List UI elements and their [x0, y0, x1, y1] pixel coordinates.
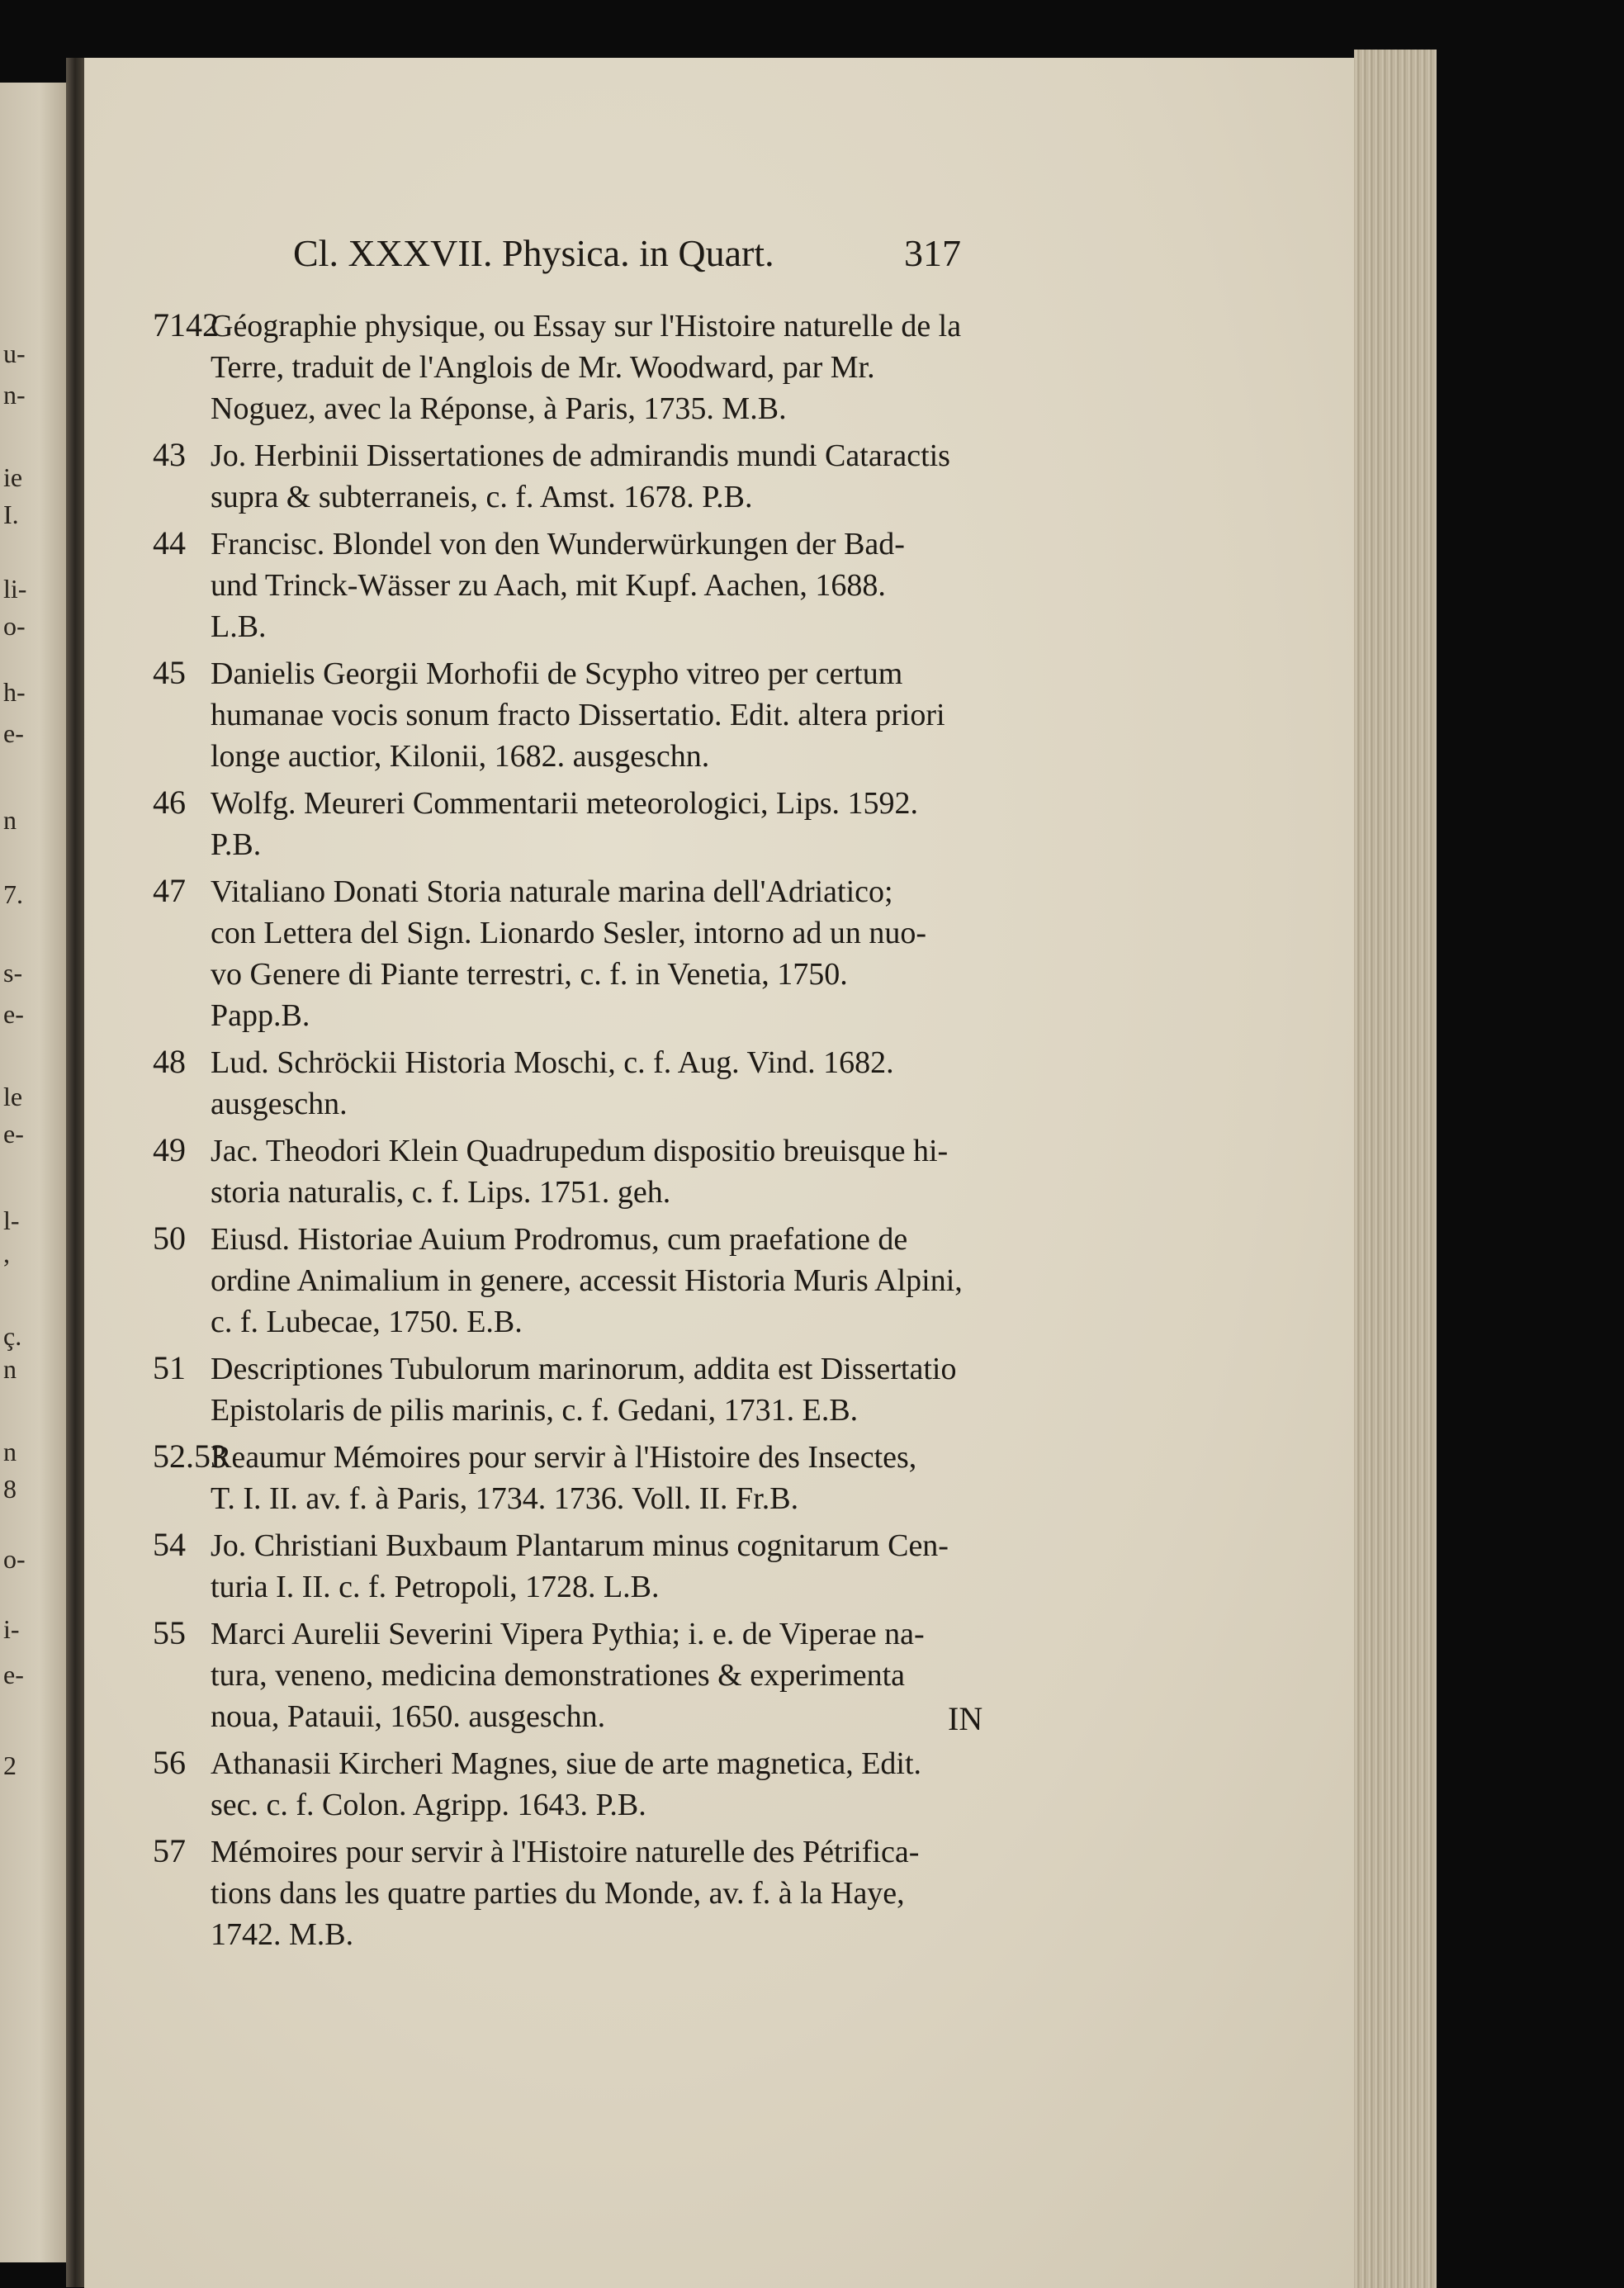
left-page-fragment-text: e-	[3, 999, 24, 1029]
entry-line: sec. c. f. Colon. Agripp. 1643. P.B.	[211, 1788, 646, 1822]
left-page-fragment-text: o-	[3, 611, 26, 641]
catalogue-entry	[153, 1613, 995, 1737]
background	[1437, 50, 1624, 2288]
left-page-fragment-text: n	[3, 1354, 17, 1384]
left-page-fragment-text: l-	[3, 1206, 20, 1235]
catchword: IN	[948, 1700, 983, 1737]
entry-line: P.B.	[211, 827, 262, 862]
catalogue-entry	[153, 306, 995, 429]
entry-line: Noguez, avec la Réponse, à Paris, 1735. M.B.	[211, 391, 787, 426]
left-page-fragment-text: e-	[3, 718, 24, 748]
left-page-fragment-text: u-	[3, 339, 26, 368]
entry-number: 57	[153, 1832, 186, 1869]
entry-line: Epistolaris de pilis marinis, c. f. Gedani, 1731. E.B.	[211, 1393, 859, 1428]
entry-line: vo Genere di Piante terrestri, c. f. in Venetia, 1750.	[211, 957, 848, 992]
entry-number: 49	[153, 1131, 186, 1168]
entry-number: 55	[153, 1614, 186, 1651]
left-page-fragment-text: e-	[3, 1660, 24, 1689]
entry-line: tions dans les quatre parties du Monde, av. f. à la Haye,	[211, 1876, 905, 1911]
catalogue-entry	[153, 1437, 995, 1519]
catalogue-entry	[153, 783, 995, 865]
catalogue-entry	[153, 1042, 995, 1125]
entry-number: 47	[153, 872, 186, 909]
entry-number: 52.53	[153, 1438, 227, 1475]
entry-line: und Trinck-Wässer zu Aach, mit Kupf. Aachen, 1688.	[211, 568, 886, 603]
entry-line: Terre, traduit de l'Anglois de Mr. Woodward, par Mr.	[211, 350, 875, 385]
entry-number: 45	[153, 654, 186, 691]
entry-line: noua, Patauii, 1650. ausgeschn.	[211, 1699, 606, 1734]
left-page-fragment-text: 7.	[3, 879, 23, 909]
entry-number: 50	[153, 1220, 186, 1257]
entry-line: Vitaliano Donati Storia naturale marina dell'Adriatico;	[211, 874, 893, 909]
entry-line: Descriptiones Tubulorum marinorum, addita est Dissertatio	[211, 1352, 957, 1386]
entry-number: 48	[153, 1043, 186, 1080]
entry-line: Papp.B.	[211, 998, 310, 1033]
left-page-fragment-text: n	[3, 1437, 17, 1466]
entry-line: ordine Animalium in genere, accessit Historia Muris Alpini,	[211, 1263, 963, 1298]
catalogue-entry	[153, 1219, 995, 1343]
entry-number: 44	[153, 524, 186, 561]
entry-line: Marci Aurelii Severini Vipera Pythia; i. e. de Viperae na-	[211, 1617, 925, 1651]
entry-line: Eiusd. Historiae Auium Prodromus, cum praefatione de	[211, 1222, 908, 1257]
entry-line: T. I. II. av. f. à Paris, 1734. 1736. Voll. II. Fr.B.	[211, 1481, 799, 1516]
book-gutter	[66, 58, 84, 2287]
left-page-fragment-text: 8	[3, 1474, 17, 1504]
running-head: Cl. XXXVII. Physica. in Quart.	[293, 232, 774, 274]
page-edges	[1354, 50, 1437, 2288]
left-page-fragment-text: li-	[3, 574, 27, 604]
left-page-fragment-text: ie	[3, 462, 23, 492]
entry-line: Jo. Herbinii Dissertationes de admirandis mundi Cataractis	[211, 438, 950, 473]
left-page-fragment-text: ç.	[3, 1321, 22, 1351]
left-page-fragment-text: n-	[3, 380, 26, 410]
entry-number: 56	[153, 1744, 186, 1781]
catalogue-entry	[153, 653, 995, 777]
entry-line: 1742. M.B.	[211, 1917, 354, 1952]
catalogue-entry	[153, 871, 995, 1036]
left-page-fragment-text: e-	[3, 1119, 24, 1149]
catalogue-entries	[153, 306, 995, 1961]
entry-line: Jo. Christiani Buxbaum Plantarum minus cognitarum Cen-	[211, 1528, 949, 1563]
entry-number: 51	[153, 1349, 186, 1386]
left-page-fragment-text: ,	[3, 1239, 10, 1268]
entry-line: Reaumur Mémoires pour servir à l'Histoire des Insectes,	[211, 1440, 917, 1475]
entry-line: Mémoires pour servir à l'Histoire naturelle des Pétrifica-	[211, 1835, 920, 1869]
entry-number: 54	[153, 1526, 186, 1563]
catalogue-entry	[153, 1831, 995, 1955]
entry-line: humanae vocis sonum fracto Dissertatio. Edit. altera priori	[211, 698, 945, 732]
entry-line: Athanasii Kircheri Magnes, siue de arte magnetica, Edit.	[211, 1746, 922, 1781]
catalogue-entry	[153, 1130, 995, 1213]
entry-line: Danielis Georgii Morhofii de Scypho vitreo per certum	[211, 656, 903, 691]
entry-line: Lud. Schröckii Historia Moschi, c. f. Aug. Vind. 1682.	[211, 1045, 894, 1080]
entry-line: turia I. II. c. f. Petropoli, 1728. L.B.	[211, 1570, 660, 1604]
left-page-fragment-text: s-	[3, 958, 23, 988]
left-page-fragment-text: le	[3, 1082, 23, 1111]
catalogue-entry	[153, 435, 995, 518]
entry-line: Géographie physique, ou Essay sur l'Histoire naturelle de la	[211, 309, 962, 343]
left-page-fragment-text: 2	[3, 1750, 17, 1780]
entry-number: 46	[153, 784, 186, 821]
left-page-fragment-text: i-	[3, 1614, 20, 1644]
entry-line: longe auctior, Kilonii, 1682. ausgeschn.	[211, 739, 710, 774]
entry-line: c. f. Lubecae, 1750. E.B.	[211, 1305, 523, 1339]
entry-line: Jac. Theodori Klein Quadrupedum dispositio breuisque hi-	[211, 1134, 949, 1168]
entry-line: L.B.	[211, 609, 267, 644]
entry-line: ausgeschn.	[211, 1087, 348, 1121]
page-number: 317	[904, 232, 961, 274]
entry-line: storia naturalis, c. f. Lips. 1751. geh.	[211, 1175, 671, 1210]
left-page-fragment-text: o-	[3, 1544, 26, 1574]
catalogue-entry	[153, 1348, 995, 1431]
catalogue-entry	[153, 1743, 995, 1826]
left-page-fragment-text: n	[3, 805, 17, 835]
entry-line: Francisc. Blondel von den Wunderwürkungen der Bad-	[211, 527, 905, 561]
entry-number: 7142	[153, 306, 219, 343]
entry-line: con Lettera del Sign. Lionardo Sesler, intorno ad un nuo-	[211, 916, 926, 950]
catalogue-entry	[153, 1525, 995, 1608]
catalogue-entry	[153, 523, 995, 647]
entry-number: 43	[153, 436, 186, 473]
entry-line: supra & subterraneis, c. f. Amst. 1678. P.B.	[211, 480, 753, 514]
left-page-fragment-text: h-	[3, 677, 26, 707]
left-page-fragment-text: I.	[3, 500, 19, 529]
entry-line: Wolfg. Meureri Commentarii meteorologici, Lips. 1592.	[211, 786, 919, 821]
entry-line: tura, veneno, medicina demonstrationes & experimenta	[211, 1658, 905, 1693]
